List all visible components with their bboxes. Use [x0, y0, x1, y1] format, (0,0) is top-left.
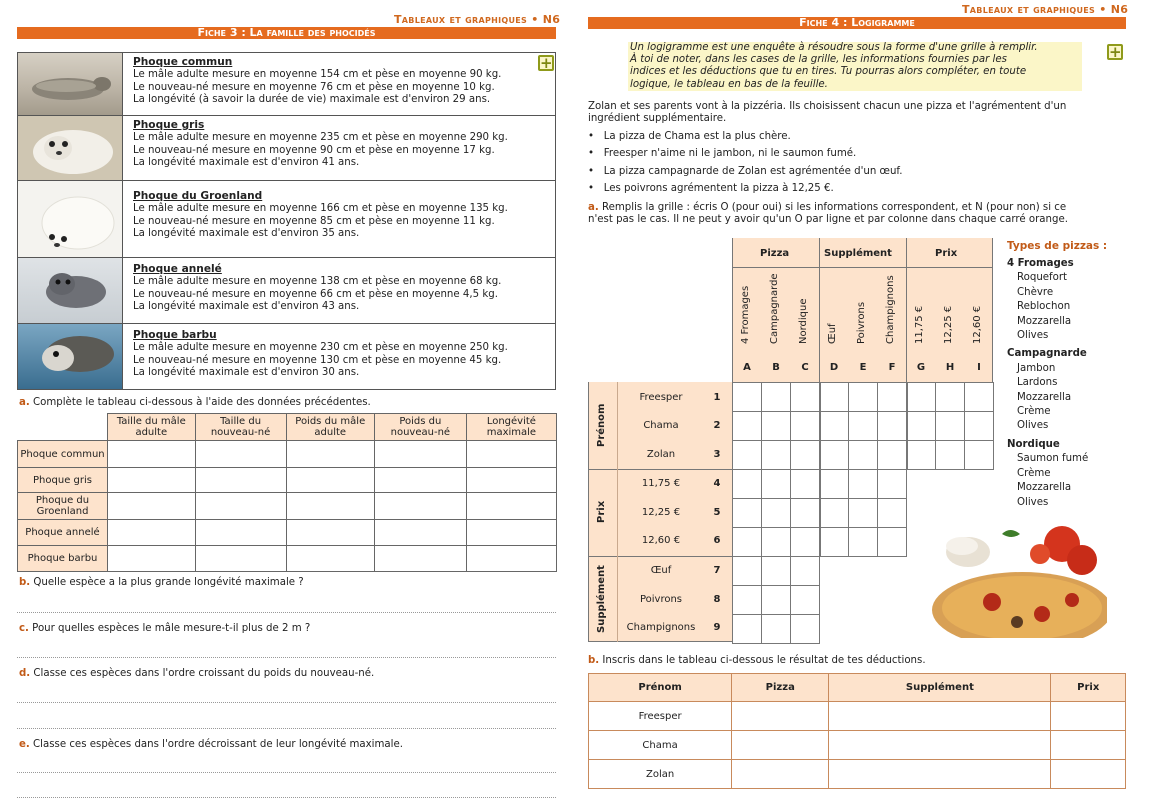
grid-cell[interactable]: [878, 412, 907, 441]
grid-cell[interactable]: [820, 383, 849, 412]
grid-cell[interactable]: [762, 528, 791, 557]
clue-1: • La pizza de Chama est la plus chère.: [588, 131, 791, 142]
grid-cell[interactable]: [791, 586, 820, 615]
seal-annele-image: [18, 258, 123, 323]
row-number: 1: [713, 392, 721, 403]
species-line: Le nouveau-né mesure en moyenne 85 cm et pèse en moyenne 11 kg.: [133, 215, 495, 227]
table-cell[interactable]: [466, 546, 556, 572]
col-header: Longévité maximale: [466, 414, 556, 441]
result-table: [588, 673, 1126, 789]
grid-cell[interactable]: [965, 383, 994, 412]
answer-line[interactable]: [17, 702, 556, 703]
grid-cell[interactable]: [733, 383, 762, 412]
col-label: 11,75 €: [914, 305, 925, 344]
table-cell[interactable]: [195, 546, 286, 572]
row-label: 12,60 €: [641, 535, 681, 546]
row-number: 3: [713, 449, 721, 460]
grid-cell[interactable]: [762, 383, 791, 412]
fiche3-title-bar: [17, 27, 556, 39]
species-line: La longévité maximale est d'environ 43 ans.: [133, 301, 360, 313]
pizza-type-name: Nordique: [1007, 438, 1060, 450]
clue-2: • Freesper n'aime ni le jambon, ni le saumon fumé.: [588, 148, 857, 159]
table-cell[interactable]: [108, 441, 196, 468]
table-cell[interactable]: [108, 520, 196, 546]
pizza-ingredient: Crème: [1017, 467, 1051, 479]
result-row-name: Freesper: [589, 702, 732, 731]
table-cell[interactable]: [286, 546, 374, 572]
seal-barbu-picture: [18, 324, 123, 389]
seal-groenland-image: [18, 181, 123, 257]
pizza-ingredient: Mozzarella: [1017, 315, 1072, 327]
answer-line[interactable]: [17, 657, 556, 658]
seal-barbu-image: [18, 324, 123, 389]
col-letter: B: [772, 362, 780, 373]
pizza-ingredient: Reblochon: [1017, 301, 1071, 313]
fiche4-title-bar: [588, 17, 1126, 29]
col-letter: C: [801, 362, 809, 373]
grid-cell[interactable]: [820, 470, 849, 499]
pizza-types-title: Types de pizzas :: [1007, 240, 1108, 252]
pizza-picture: [932, 522, 1107, 638]
species-name: Phoque annelé: [133, 263, 222, 275]
question-b-left: b. Quelle espèce a la plus grande longévité maximale ?: [19, 577, 304, 588]
table-cell[interactable]: [108, 546, 196, 572]
grid-cell[interactable]: [878, 528, 907, 557]
row-label: Freesper: [639, 392, 683, 403]
row-number: 9: [713, 622, 721, 633]
col-label: Nordique: [798, 298, 809, 344]
col-letter: A: [743, 362, 751, 373]
grid-cell[interactable]: [965, 441, 994, 470]
grid-cell[interactable]: [820, 412, 849, 441]
logigramme-intro: [628, 42, 1082, 91]
col-header: Poids du mâle adulte: [286, 414, 374, 441]
species-line: La longévité maximale est d'environ 30 ans.: [133, 367, 360, 379]
result-row-name: Chama: [589, 731, 732, 760]
table-cell[interactable]: [374, 520, 466, 546]
table-cell[interactable]: [195, 520, 286, 546]
row-label: Chama: [643, 420, 679, 431]
col-letter: H: [945, 362, 955, 373]
pizza-ingredient: Crème: [1017, 406, 1051, 418]
species-line: Le nouveau-né mesure en moyenne 76 cm et pèse en moyenne 10 kg.: [133, 81, 495, 93]
row-label: 11,75 €: [641, 478, 681, 489]
col-label: Champignons: [885, 275, 896, 344]
grid-cell[interactable]: [762, 586, 791, 615]
row-number: 6: [713, 535, 721, 546]
col-group-prix: Prix: [935, 248, 958, 259]
answer-line[interactable]: [17, 797, 556, 798]
col-letter: D: [829, 362, 839, 373]
grid-cell[interactable]: [907, 383, 936, 412]
grid-block-supplement: [732, 556, 820, 644]
species-name: Phoque barbu: [133, 329, 217, 341]
species-row-barbu: [17, 324, 556, 390]
grid-cell[interactable]: [791, 528, 820, 557]
row-group-supplement: Supplément: [596, 565, 607, 633]
answer-line[interactable]: [17, 772, 556, 773]
grid-cell[interactable]: [820, 528, 849, 557]
result-row-name: Zolan: [589, 760, 732, 789]
pizza-ingredient: Olives: [1017, 496, 1049, 508]
grid-cell[interactable]: [791, 383, 820, 412]
species-name: Phoque commun: [133, 56, 233, 68]
species-line: Le mâle adulte mesure en moyenne 138 cm et pèse en moyenne 68 kg.: [133, 276, 502, 288]
result-header: Supplément: [829, 674, 1051, 702]
grid-block-prenom: [732, 382, 994, 470]
table-cell[interactable]: [466, 493, 556, 520]
species-line: Le nouveau-né mesure en moyenne 66 cm et pèse en moyenne 4,5 kg.: [133, 288, 498, 300]
row-group-prenom: Prénom: [596, 403, 607, 447]
grid-cell[interactable]: [849, 412, 878, 441]
col-header: Taille du nouveau-né: [195, 414, 286, 441]
seal-gris-picture: [18, 116, 123, 180]
question-e-left: e. Classe ces espèces dans l'ordre décroissant de leur longévité maximale.: [19, 739, 403, 750]
intro-line: Un logigramme est une enquête à résoudre sous la forme d'une grille à remplir.: [630, 42, 1038, 53]
grid-cell[interactable]: [762, 470, 791, 499]
grid-cell[interactable]: [791, 615, 820, 644]
col-label: 12,60 €: [972, 305, 983, 344]
result-cell[interactable]: [732, 760, 829, 789]
row-group-prix: Prix: [596, 500, 607, 524]
table-cell[interactable]: [466, 441, 556, 468]
species-line: Le nouveau-né mesure en moyenne 90 cm et pèse en moyenne 17 kg.: [133, 144, 495, 156]
pizza-ingredient: Jambon: [1017, 362, 1056, 374]
grid-cell[interactable]: [936, 412, 965, 441]
col-group-pizza: Pizza: [760, 248, 790, 259]
row-header: Phoque barbu: [18, 546, 108, 572]
species-row-annele: [17, 258, 556, 324]
seal-annele-picture: [18, 258, 123, 323]
context-paragraph: [588, 101, 1066, 126]
grid-cell[interactable]: [791, 470, 820, 499]
grid-cell[interactable]: [936, 383, 965, 412]
species-line: Le nouveau-né mesure en moyenne 130 cm et pèse en moyenne 45 kg.: [133, 354, 502, 366]
intro-line: indices et les déductions que tu en tires. Tu pourras alors compléter, en toute: [630, 66, 1027, 78]
intro-line: À toi de noter, dans les cases de la grille, les informations fournies par les: [630, 54, 1007, 66]
grid-cell[interactable]: [907, 412, 936, 441]
result-cell[interactable]: [1051, 760, 1126, 789]
grid-cell[interactable]: [762, 499, 791, 528]
grid-cell[interactable]: [733, 470, 762, 499]
table-cell[interactable]: [195, 493, 286, 520]
result-cell[interactable]: [732, 702, 829, 731]
pizza-ingredient: Olives: [1017, 330, 1049, 342]
table-cell[interactable]: [195, 441, 286, 468]
pizza-ingredient: Lardons: [1017, 377, 1058, 389]
species-row-gris: [17, 116, 556, 181]
seal-commun-picture: [18, 53, 123, 115]
table-cell[interactable]: [108, 468, 196, 493]
row-label: Champignons: [626, 622, 696, 633]
species-name: Phoque du Groenland: [133, 190, 263, 202]
result-cell[interactable]: [1051, 731, 1126, 760]
pizza-ingredient: Olives: [1017, 420, 1049, 432]
grid-cell[interactable]: [820, 499, 849, 528]
seal-groenland-picture: [18, 181, 123, 257]
result-cell[interactable]: [829, 760, 1051, 789]
species-line: Le mâle adulte mesure en moyenne 235 cm et pèse en moyenne 290 kg.: [133, 132, 508, 144]
grid-cell[interactable]: [762, 412, 791, 441]
table-cell[interactable]: [374, 468, 466, 493]
pizza-photo: [932, 522, 1107, 638]
grid-cell[interactable]: [733, 441, 762, 470]
species-line: La longévité (à savoir la durée de vie) maximale est d'environ 29 ans.: [133, 94, 491, 106]
question-a-right: a. Remplis la grille : écris O (pour oui) si les informations correspondent, et N (pour non) si ce n'est pas le cas. Il ne peut y avoir qu'un O par ligne et par colonne dans chaque carré orange.: [588, 202, 1068, 226]
clue-4: • Les poivrons agrémentent la pizza à 12,25 €.: [588, 183, 834, 194]
col-letter: E: [859, 362, 867, 373]
question-d-left: d. Classe ces espèces dans l'ordre croissant du poids du nouveau-né.: [19, 668, 375, 679]
grid-cell[interactable]: [733, 499, 762, 528]
result-header: Pizza: [732, 674, 829, 702]
fiche3-title: Fiche 3 : La famille des phocidés: [197, 26, 376, 39]
pizza-types-list: [1007, 257, 1088, 510]
row-number: 7: [713, 565, 721, 576]
seal-gris-image: [18, 116, 123, 180]
intro-line: logique, le tableau en bas de la feuille.: [630, 78, 828, 90]
result-cell[interactable]: [732, 731, 829, 760]
result-cell[interactable]: [829, 731, 1051, 760]
fiche4-title: Fiche 4 : Logigramme: [799, 16, 915, 29]
species-line: La longévité maximale est d'environ 35 ans.: [133, 228, 360, 240]
question-a-left: a. Complète le tableau ci-dessous à l'aide des données précédentes.: [19, 397, 371, 408]
col-header: Taille du mâle adulte: [108, 414, 196, 441]
col-label: 12,25 €: [943, 305, 954, 344]
row-number: 5: [713, 507, 721, 518]
pizza-ingredient: Mozzarella: [1017, 391, 1072, 403]
expand-plus-icon[interactable]: +: [540, 54, 553, 72]
grid-cell[interactable]: [791, 441, 820, 470]
grid-cell[interactable]: [878, 470, 907, 499]
grid-cell[interactable]: [907, 441, 936, 470]
table-cell[interactable]: [286, 520, 374, 546]
phoque-data-table: [17, 413, 557, 572]
col-letter: I: [977, 362, 981, 373]
row-number: 4: [713, 478, 721, 489]
clue-3: • La pizza campagnarde de Zolan est agrémentée d'un œuf.: [588, 166, 903, 177]
col-label: Poivrons: [856, 301, 867, 344]
grid-cell[interactable]: [849, 383, 878, 412]
grid-cell[interactable]: [791, 557, 820, 586]
grid-cell[interactable]: [791, 412, 820, 441]
question-c-left: c. Pour quelles espèces le mâle mesure-t-il plus de 2 m ?: [19, 623, 311, 634]
table-cell[interactable]: [108, 493, 196, 520]
grid-cell[interactable]: [965, 412, 994, 441]
grid-cell[interactable]: [762, 441, 791, 470]
grid-cell[interactable]: [762, 615, 791, 644]
row-label: Œuf: [650, 565, 672, 576]
right-top-header: Tableaux et graphiques • N6: [962, 3, 1129, 16]
grid-cell[interactable]: [733, 412, 762, 441]
col-header: Poids du nouveau-né: [374, 414, 466, 441]
table-cell[interactable]: [466, 520, 556, 546]
species-line: Le mâle adulte mesure en moyenne 166 cm et pèse en moyenne 135 kg.: [133, 203, 508, 215]
grid-cell[interactable]: [733, 557, 762, 586]
grid-cell[interactable]: [733, 528, 762, 557]
table-cell[interactable]: [374, 546, 466, 572]
row-number: 2: [713, 420, 721, 431]
context-line: Zolan et ses parents vont à la pizzéria. Ils choisissent chacun une pizza et l'agrémentent d'un: [588, 101, 1067, 112]
result-header: Prix: [1051, 674, 1126, 702]
col-label: 4 Fromages: [740, 285, 751, 344]
grid-cell[interactable]: [878, 499, 907, 528]
expand-plus-icon-right[interactable]: +: [1109, 43, 1122, 61]
col-letter: G: [916, 362, 926, 373]
row-number: 8: [713, 594, 721, 605]
grid-cell[interactable]: [791, 499, 820, 528]
grid-block-prix: [732, 469, 907, 557]
row-header: Phoque commun: [18, 441, 108, 468]
table-cell[interactable]: [286, 468, 374, 493]
seal-commun-image: [18, 53, 123, 115]
result-header: Prénom: [589, 674, 732, 702]
grid-cell[interactable]: [878, 383, 907, 412]
grid-cell[interactable]: [849, 528, 878, 557]
col-letter: F: [888, 362, 896, 373]
grid-cell[interactable]: [733, 615, 762, 644]
result-cell[interactable]: [829, 702, 1051, 731]
result-cell[interactable]: [1051, 702, 1126, 731]
grid-cell[interactable]: [762, 557, 791, 586]
species-line: La longévité maximale est d'environ 41 ans.: [133, 157, 360, 169]
row-header: Phoque du Groenland: [18, 493, 108, 520]
question-b-right: b. Inscris dans le tableau ci-dessous le résultat de tes déductions.: [588, 655, 926, 666]
col-label: Campagnarde: [769, 273, 780, 344]
table-cell[interactable]: [466, 468, 556, 493]
row-label: Poivrons: [639, 594, 683, 605]
table-cell[interactable]: [286, 493, 374, 520]
pizza-type-name: Campagnarde: [1007, 348, 1087, 360]
species-name: Phoque gris: [133, 119, 205, 131]
pizza-ingredient: Roquefort: [1017, 272, 1068, 284]
pizza-ingredient: Saumon fumé: [1017, 453, 1089, 465]
grid-cell[interactable]: [936, 441, 965, 470]
species-row-groenland: [17, 181, 556, 258]
species-line: Le mâle adulte mesure en moyenne 154 cm et pèse en moyenne 90 kg.: [133, 69, 502, 81]
pizza-ingredient: Chèvre: [1017, 286, 1054, 298]
species-line: Le mâle adulte mesure en moyenne 230 cm et pèse en moyenne 250 kg.: [133, 342, 508, 354]
grid-cell[interactable]: [878, 441, 907, 470]
grid-cell[interactable]: [820, 441, 849, 470]
grid-cell[interactable]: [849, 470, 878, 499]
table-cell[interactable]: [195, 468, 286, 493]
pizza-type-name: 4 Fromages: [1007, 258, 1074, 269]
grid-cell[interactable]: [733, 586, 762, 615]
row-label: 12,25 €: [641, 507, 681, 518]
grid-cell[interactable]: [849, 499, 878, 528]
table-cell[interactable]: [374, 441, 466, 468]
col-group-supplement: Supplément: [824, 248, 892, 259]
left-top-header: Tableaux et graphiques • N6: [394, 13, 561, 26]
row-header: Phoque annelé: [18, 520, 108, 546]
table-cell[interactable]: [374, 493, 466, 520]
species-row-commun: [17, 52, 556, 116]
grid-cell[interactable]: [849, 441, 878, 470]
answer-line[interactable]: [17, 728, 556, 729]
context-line: ingrédient supplémentaire.: [588, 113, 727, 125]
row-label: Zolan: [646, 449, 676, 460]
row-header: Phoque gris: [18, 468, 108, 493]
table-cell[interactable]: [286, 441, 374, 468]
pizza-ingredient: Mozzarella: [1017, 482, 1072, 494]
col-label: Œuf: [827, 323, 838, 344]
answer-line[interactable]: [17, 612, 556, 613]
